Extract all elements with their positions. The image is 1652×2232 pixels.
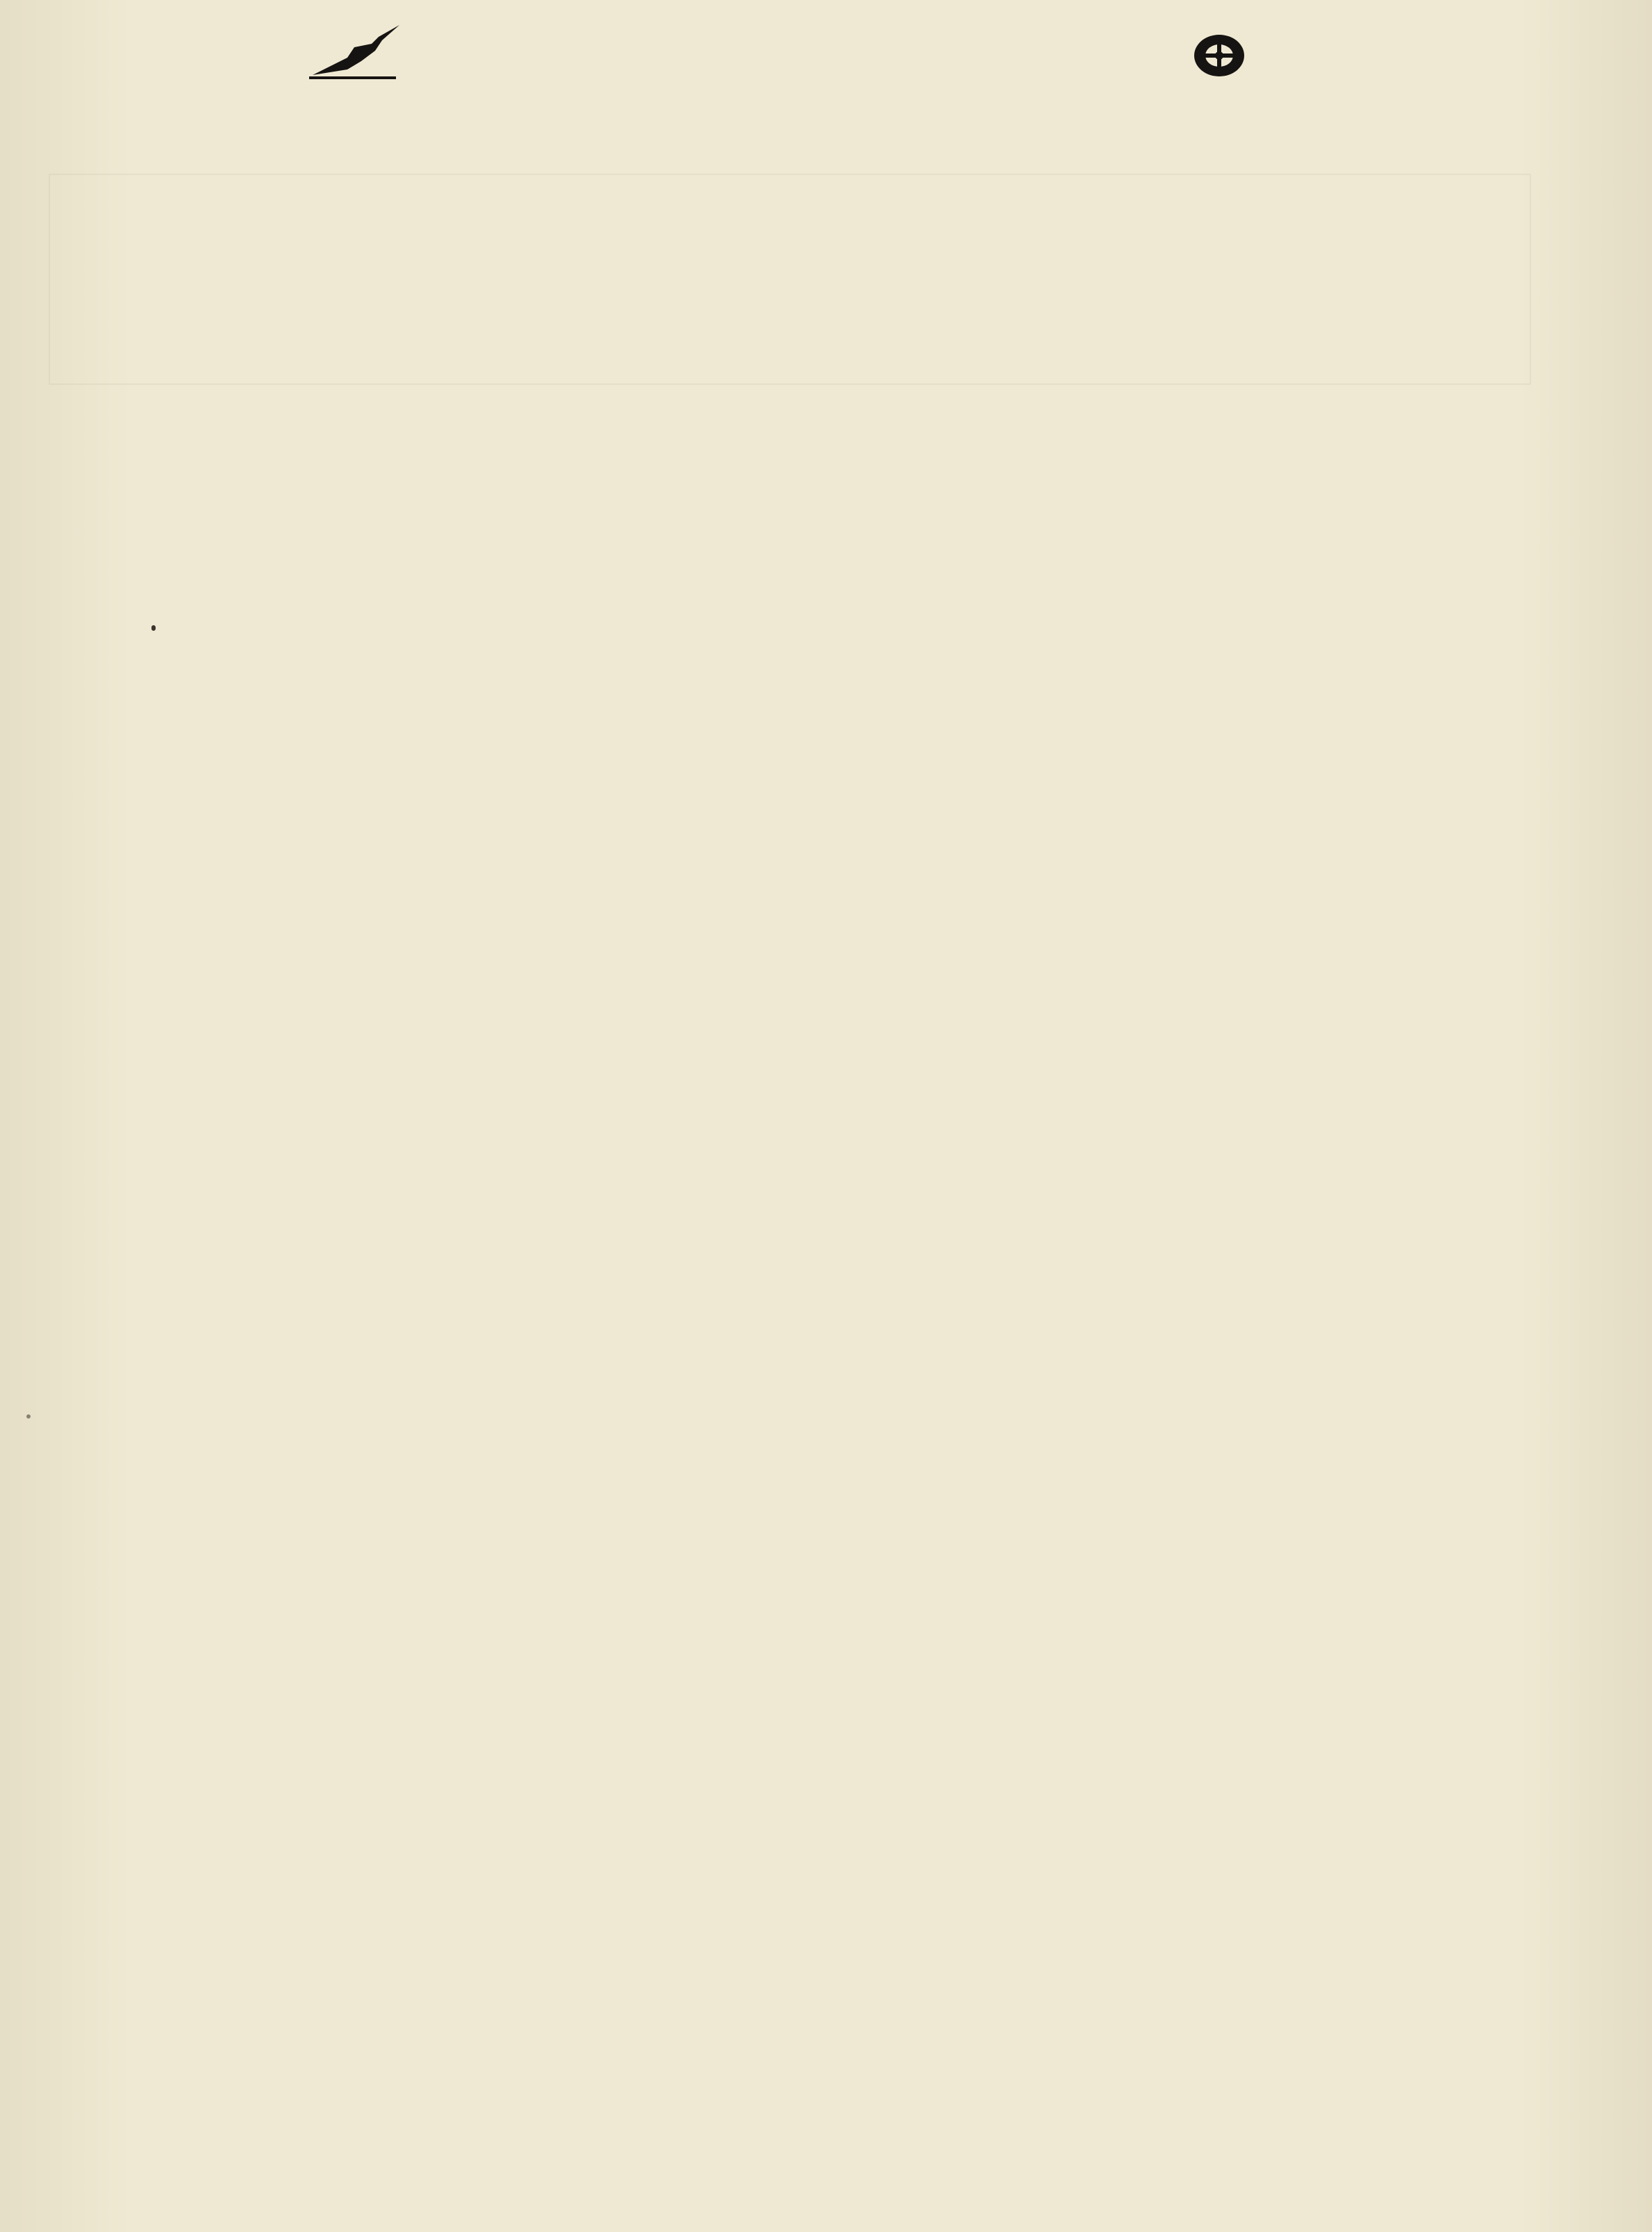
script-n-drill [69,118,1556,215]
script-i-drill [69,427,1556,524]
drill-row-u [69,747,1556,844]
drill-row-m [69,272,1556,370]
drill-row-v [69,1094,1556,1191]
drill-row-i [69,427,1556,524]
script-m-drill [69,272,1556,370]
drill-row-n [69,118,1556,215]
quill-hand-icon [306,19,403,82]
article-body [61,1238,1538,1259]
page-header [0,0,1652,111]
penmanship-drills [0,118,1652,1202]
script-w-drill [69,917,1556,1014]
drill-row-w [69,917,1556,1014]
ornament-emblem-icon [1188,28,1250,83]
drill-row-e [69,590,1556,688]
script-e-drill [69,590,1556,688]
margin-mark [26,1414,31,1419]
page-number [1501,33,1556,68]
masthead-title [452,14,1118,97]
script-v-drill [69,1094,1556,1191]
script-u-drill [69,747,1556,844]
